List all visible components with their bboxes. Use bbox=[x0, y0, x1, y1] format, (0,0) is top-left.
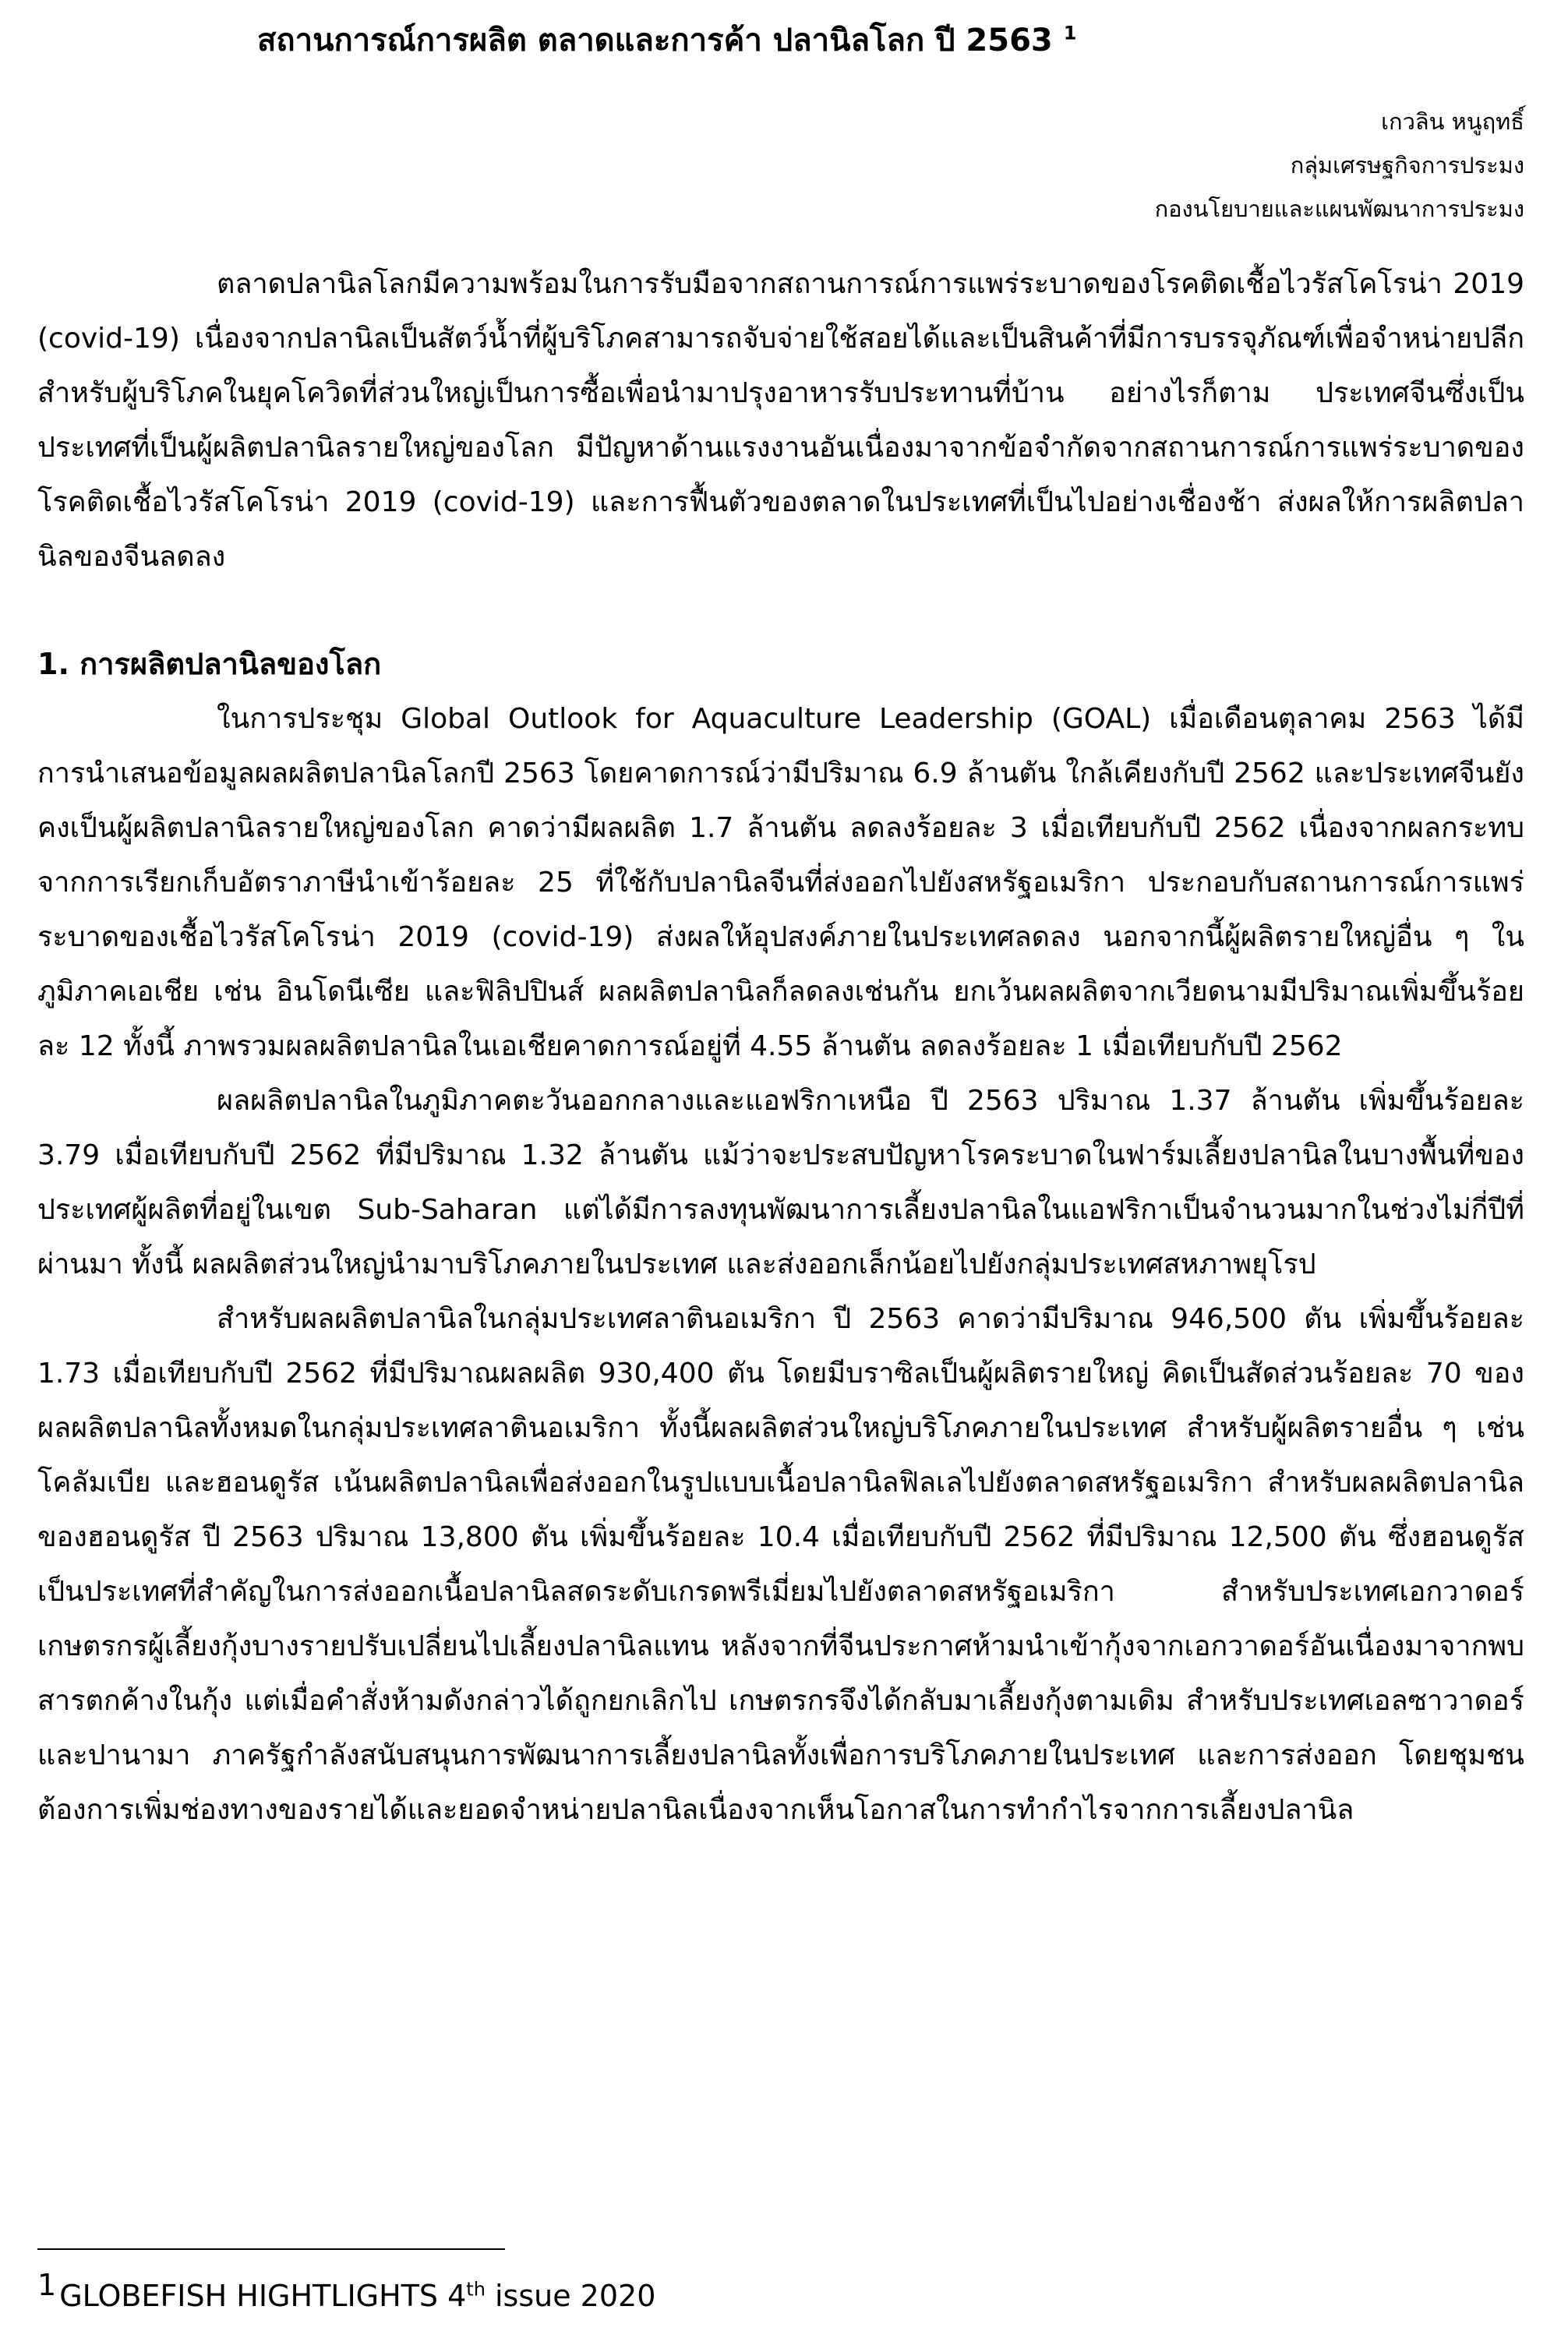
footnote-text: GLOBEFISH HIGHTLIGHTS 4 bbox=[59, 2279, 467, 2313]
author-block bbox=[1155, 100, 1524, 231]
footnote-mark: 1 bbox=[37, 2268, 57, 2303]
section-paragraph-3: สำหรับผลผลิตปลานิลในกลุ่มประเทศลาตินอเมริกา ปี 2563 คาดว่ามีปริมาณ 946,500 ตัน เพิ่มขึ้นร้อยละ 1.73 เมื่อเทียบกับปี 2562 ที่มีปริมาณผลผลิต 930,400 ตัน โดยมีบราซิลเป็นผู้ผลิตรายใหญ่ คิดเป็นสัดส่วนร้อยละ 70 ของผลผลิตปลานิลทั้งหมดในกลุ่มประเทศลาตินอเมริกา ทั้งนี้ผลผลิตส่วนใหญ่บริโภคภายในประเทศ สำหรับผู้ผลิตรายอื่น ๆ เช่น โคลัมเบีย และฮอนดูรัส เน้นผลิตปลานิลเพื่อส่งออกในรูปแบบเนื้อปลานิลฟิลเลไปยังตลาดสหรัฐอเมริกา สำหรับผลผลิตปลานิลของฮอนดูรัส ปี 2563 ปริมาณ 13,800 ตัน เพิ่มขึ้นร้อยละ 10.4 เมื่อเทียบกับปี 2562 ที่มีปริมาณ 12,500 ตัน ซึ่งฮอนดูรัสเป็นประเทศที่สำคัญในการส่งออกเนื้อปลานิลสดระดับเกรดพรีเมี่ยมไปยังตลาดสหรัฐอเมริกา สำหรับประเทศเอกวาดอร์ เกษตรกรผู้เลี้ยงกุ้งบางรายปรับเปลี่ยนไปเลี้ยงปลานิลแทน หลังจากที่จีนประกาศห้ามนำเข้ากุ้งจากเอกวาดอร์อันเนื่องมาจากพบสารตกค้างในกุ้ง แต่เมื่อคำสั่งห้ามดังกล่าวได้ถูกยกเลิกไป เกษตรกรจึงได้กลับมาเลี้ยงกุ้งตามเดิม สำหรับประเทศเอลซาวาดอร์ และปานามา ภาครัฐกำลังสนับสนุนการพัฒนาการเลี้ยงปลานิลทั้งเพื่อการบริโภคภายในประเทศ และการส่งออก โดยชุมชนต้องการเพิ่มช่องทางของรายได้และยอดจำหน่ายปลานิลเนื่องจากเห็นโอกาสในการทำกำไรจากการเลี้ยงปลานิล bbox=[37, 1303, 1524, 1826]
document-title bbox=[257, 19, 1076, 62]
section-body bbox=[37, 692, 1524, 1838]
intro-section bbox=[37, 257, 1524, 584]
footnote-superscript: th bbox=[466, 2278, 486, 2301]
footnote-divider bbox=[37, 2248, 505, 2250]
intro-paragraph: ตลาดปลานิลโลกมีความพร้อมในการรับมือจากสถานการณ์การแพร่ระบาดของโรคติดเชื้อไวรัสโคโรน่า 2019 (covid-19) เนื่องจากปลานิลเป็นสัตว์น้ำที่ผู้บริโภคสามารถจับจ่ายใช้สอยได้และเป็นสินค้าที่มีการบรรจุภัณฑ์เพื่อจำหน่ายปลีกสำหรับผู้บริโภคในยุคโควิดที่ส่วนใหญ่เป็นการซื้อเพื่อนำมาปรุงอาหารรับประทานที่บ้าน อย่างไรก็ตาม ประเทศจีนซึ่งเป็นประเทศที่เป็นผู้ผลิตปลานิลรายใหญ่ของโลก มีปัญหาด้านแรงงานอันเนื่องมาจากข้อจำกัดจากสถานการณ์การแพร่ระบาดของโรคติดเชื้อไวรัสโคโรน่า 2019 (covid-19) และการฟื้นตัวของตลาดในประเทศที่เป็นไปอย่างเชื่องช้า ส่งผลให้การผลิตปลานิลของจีนลดลง bbox=[37, 268, 1524, 573]
footnote-text-end: issue 2020 bbox=[485, 2279, 656, 2313]
author-division: กองนโยบายและแผนพัฒนาการประมง bbox=[1154, 196, 1524, 222]
title-footnote-mark: 1 bbox=[1063, 22, 1077, 44]
author-group: กลุ่มเศรษฐกิจการประมง bbox=[1290, 152, 1524, 178]
section-paragraph-1: ในการประชุม Global Outlook for Aquaculture Leadership (GOAL) เมื่อเดือนตุลาคม 2563 ได้มีการนำเสนอข้อมูลผลผลิตปลานิลโลกปี 2563 โดยคาดการณ์ว่ามีปริมาณ 6.9 ล้านตัน ใกล้เคียงกับปี 2562 และประเทศจีนยังคงเป็นผู้ผลิตปลานิลรายใหญ่ของโลก คาดว่ามีผลผลิต 1.7 ล้านตัน ลดลงร้อยละ 3 เมื่อเทียบกับปี 2562 เนื่องจากผลกระทบจากการเรียกเก็บอัตราภาษีนำเข้าร้อยละ 25 ที่ใช้กับปลานิลจีนที่ส่งออกไปยังสหรัฐอเมริกา ประกอบกับสถานการณ์การแพร่ระบาดของเชื้อไวรัสโคโรน่า 2019 (covid-19) ส่งผลให้อุปสงค์ภายในประเทศลดลง นอกจากนี้ผู้ผลิตรายใหญ่อื่น ๆ ในภูมิภาคเอเชีย เช่น อินโดนีเซีย และฟิลิปปินส์ ผลผลิตปลานิลก็ลดลงเช่นกัน ยกเว้นผลผลิตจากเวียดนามมีปริมาณเพิ่มขึ้นร้อยละ 12 ทั้งนี้ ภาพรวมผลผลิตปลานิลในเอเชียคาดการณ์อยู่ที่ 4.55 ล้านตัน ลดลงร้อยละ 1 เมื่อเทียบกับปี 2562 bbox=[37, 703, 1524, 1062]
title-text: สถานการณ์การผลิต ตลาดและการค้า ปลานิลโลก ปี 2563 bbox=[257, 23, 1053, 58]
section-heading: 1. การผลิตปลานิลของโลก bbox=[37, 647, 382, 681]
author-name: เกวลิน หนูฤทธิ์ bbox=[1381, 108, 1524, 135]
section-paragraph-2: ผลผลิตปลานิลในภูมิภาคตะวันออกกลางและแอฟริกาเหนือ ปี 2563 ปริมาณ 1.37 ล้านตัน เพิ่มขึ้นร้อยละ 3.79 เมื่อเทียบกับปี 2562 ที่มีปริมาณ 1.32 ล้านตัน แม้ว่าจะประสบปัญหาโรคระบาดในฟาร์มเลี้ยงปลานิลในบางพื้นที่ของประเทศผู้ผลิตที่อยู่ในเขต Sub-Saharan แต่ได้มีการลงทุนพัฒนาการเลี้ยงปลานิลในแอฟริกาเป็นจำนวนมากในช่วงไม่กี่ปีที่ผ่านมา ทั้งนี้ ผลผลิตส่วนใหญ่นำมาบริโภคภายในประเทศ และส่งออกเล็กน้อยไปยังกลุ่มประเทศสหภาพยุโรป bbox=[37, 1085, 1524, 1280]
footnote bbox=[37, 2268, 656, 2318]
